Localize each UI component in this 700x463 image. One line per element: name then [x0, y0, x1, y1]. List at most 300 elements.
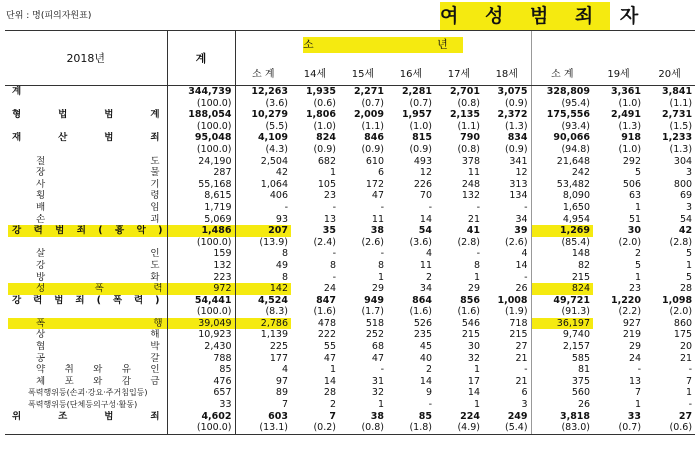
row-label — [5, 341, 167, 353]
table-cell: 1 — [473, 399, 480, 411]
table-cell: 29 — [371, 283, 384, 295]
table-cell: 29 — [467, 283, 480, 295]
table-cell: 1,064 — [235, 179, 291, 191]
table-cell: 1 — [377, 271, 384, 283]
table-cell: 1,139 — [235, 329, 291, 341]
adult-group-header — [531, 31, 695, 60]
table-cell: 2,135 — [449, 109, 480, 121]
row-label — [5, 399, 167, 411]
table-cell: 17 — [467, 375, 480, 387]
table-cell: 2,157 — [531, 341, 593, 353]
table-cell: 215 — [509, 329, 528, 341]
table-cell: 219 — [622, 329, 642, 341]
table-cell: 21,648 — [531, 156, 593, 168]
table-cell: 292 — [622, 155, 642, 167]
table-cell: 223 — [167, 272, 235, 284]
row-label — [5, 329, 167, 341]
table-cell: 406 — [235, 190, 291, 202]
table-cell: (1.0) — [409, 120, 432, 132]
table-cell: (0.2) — [291, 422, 339, 434]
table-cell: 834 — [507, 132, 528, 144]
table-row — [5, 329, 695, 341]
table-cell: 949 — [364, 294, 384, 306]
table-cell: (1.0) — [618, 143, 642, 155]
row-label — [5, 318, 167, 330]
table-cell: - — [380, 201, 384, 213]
table-cell: 82 — [531, 260, 593, 272]
table-cell: 1,650 — [531, 202, 593, 214]
table-cell: 21 — [515, 352, 528, 364]
table-cell: 224 — [460, 410, 480, 422]
table-cell: 132 — [461, 190, 480, 202]
table-cell: 42 — [235, 167, 291, 179]
table-cell: 864 — [412, 294, 432, 306]
table-cell: (0.9) — [505, 143, 528, 155]
table-cell: (1.5) — [669, 120, 693, 132]
table-cell: (1.0) — [313, 120, 336, 132]
table-cell: (100.0) — [167, 237, 235, 249]
table-row — [5, 179, 695, 191]
table-cell: 63 — [628, 190, 642, 202]
table-cell: 4 — [235, 364, 291, 376]
table-cell: 1 — [686, 387, 693, 399]
table-cell: 47 — [323, 352, 336, 364]
row-label — [5, 167, 167, 179]
table-cell: 89 — [235, 387, 291, 399]
table-cell: - — [235, 202, 291, 214]
table-cell: 2 — [329, 399, 336, 411]
table-cell: 70 — [419, 190, 432, 202]
table-cell: 4,109 — [235, 132, 291, 144]
table-cell: - — [428, 201, 432, 213]
table-cell: - — [476, 201, 480, 213]
row-label-text: 장 물 — [36, 167, 160, 179]
table-cell: 54 — [418, 225, 432, 237]
table-cell: 2 — [634, 248, 642, 260]
table-cell: 55 — [323, 341, 336, 353]
table-cell: (0.7) — [361, 97, 384, 109]
table-row — [5, 318, 695, 330]
table-cell: 2 — [425, 364, 432, 376]
table-cell: 5,069 — [167, 214, 235, 226]
table-cell: 8,615 — [167, 190, 235, 202]
table-row — [5, 225, 695, 237]
table-cell: 824 — [316, 132, 336, 144]
table-cell: 856 — [460, 294, 480, 306]
table-cell: 95,048 — [167, 132, 235, 144]
table-cell: (2.8) — [669, 236, 693, 248]
table-cell: 2,731 — [662, 109, 693, 121]
table-row — [5, 341, 695, 353]
row-label-text: 성 폭 력 — [8, 283, 167, 295]
table-cell: 5 — [634, 167, 642, 179]
table-cell: 34 — [515, 213, 528, 225]
table-cell: 526 — [413, 317, 432, 329]
table-cell: 175,556 — [531, 109, 593, 121]
table-cell: 815 — [412, 132, 432, 144]
unit-label: 단위 : 명(피의자원표) — [6, 11, 92, 21]
row-label-text: 사 기 — [36, 178, 160, 190]
row-label — [5, 179, 167, 191]
table-cell: 13 — [628, 375, 642, 387]
table-cell: 344,739 — [167, 86, 235, 98]
row-label-text: 폭력행위등(손괴·강요·주거침입등) — [28, 388, 148, 398]
table-cell: 8 — [235, 248, 291, 260]
table-cell: 304 — [673, 155, 693, 167]
row-label — [5, 295, 167, 307]
table-cell: - — [688, 399, 693, 411]
row-label-text: 계 — [12, 86, 22, 97]
table-cell: 6 — [377, 167, 384, 179]
row-label — [5, 422, 167, 434]
table-cell: 2,786 — [235, 318, 291, 330]
table-cell: 3 — [521, 399, 528, 411]
table-cell: (100.0) — [167, 121, 235, 133]
table-cell: 1,220 — [610, 294, 642, 306]
table-cell: 518 — [365, 317, 384, 329]
row-label-text: 강 력 범 죄 ( 폭 력 ) — [12, 294, 160, 306]
table-row — [5, 376, 695, 388]
table-cell: 493 — [413, 155, 432, 167]
table-cell: 1 — [377, 399, 384, 411]
table-cell: 47 — [371, 190, 384, 202]
table-cell: 4 — [425, 248, 432, 260]
table-cell: (1.1) — [457, 120, 480, 132]
table-cell: 33 — [627, 410, 642, 422]
row-label — [5, 283, 167, 295]
table-cell: 1,008 — [497, 294, 528, 306]
table-cell: (0.8) — [457, 97, 480, 109]
table-cell: 546 — [461, 317, 480, 329]
table-cell: 375 — [531, 376, 593, 388]
row-label — [5, 248, 167, 260]
table-cell: 85 — [418, 410, 432, 422]
row-label-text: 방 화 — [36, 271, 160, 283]
table-cell: 8 — [329, 259, 336, 271]
table-cell: 177 — [235, 353, 291, 365]
sub-header-7: 19세 — [593, 59, 644, 86]
table-cell: 38 — [370, 225, 384, 237]
table-cell: (95.4) — [531, 98, 593, 110]
table-cell: 4,602 — [167, 411, 235, 423]
table-cell: 53,482 — [531, 179, 593, 191]
table-cell: 341 — [509, 155, 528, 167]
table-cell: 55,168 — [167, 179, 235, 191]
table-cell: 26 — [531, 399, 593, 411]
row-label-text: 손 괴 — [36, 213, 160, 225]
table-cell: 5 — [634, 259, 642, 271]
page-title: 여 성 범 죄 자 — [440, 2, 610, 30]
row-label-text: 횡 령 — [36, 190, 160, 202]
table-cell: 800 — [673, 178, 693, 190]
table-cell: 1,935 — [305, 86, 336, 97]
table-cell: 9 — [425, 387, 432, 399]
table-cell: 3,818 — [531, 411, 593, 423]
table-cell: 39 — [514, 225, 528, 237]
table-cell: 21 — [467, 213, 480, 225]
table-cell: (91.3) — [531, 306, 593, 318]
table-cell: - — [637, 364, 642, 376]
row-label — [5, 306, 167, 318]
table-cell: (1.8) — [387, 422, 435, 434]
table-cell: 927 — [622, 317, 642, 329]
table-cell: 24 — [323, 283, 336, 295]
table-cell: 11 — [467, 167, 480, 179]
table-cell: (1.1) — [361, 120, 384, 132]
row-label — [5, 272, 167, 284]
sub-header-1: 14세 — [291, 59, 339, 86]
table-cell: 718 — [509, 317, 528, 329]
row-label-text: 약 취 와 유 인 — [36, 364, 160, 376]
row-label — [5, 214, 167, 226]
table-row — [5, 156, 695, 168]
table-cell: 39,049 — [167, 318, 235, 330]
table-cell: (0.9) — [313, 143, 336, 155]
table-cell: 847 — [316, 294, 336, 306]
total-header: 계 — [167, 31, 235, 86]
table-cell: 603 — [235, 411, 291, 423]
table-cell: 51 — [628, 213, 642, 225]
row-label — [5, 98, 167, 110]
table-cell: 188,054 — [167, 109, 235, 121]
table-cell: (2.2) — [618, 306, 642, 318]
row-label — [5, 260, 167, 272]
table-cell: 2,009 — [353, 109, 384, 121]
table-cell: 24 — [628, 352, 642, 364]
table-cell: 3 — [686, 201, 693, 213]
table-cell: 35 — [322, 225, 336, 237]
row-label — [5, 132, 167, 144]
table-cell: 7 — [686, 375, 693, 387]
sub-header-5: 18세 — [483, 59, 531, 86]
table-cell: 1,098 — [662, 294, 693, 306]
table-cell: 3,841 — [662, 86, 693, 97]
table-cell: (2.0) — [618, 236, 642, 248]
table-row — [5, 132, 695, 144]
table-cell: 1 — [329, 364, 336, 376]
table-cell: 26 — [515, 283, 528, 295]
table-cell: (3.6) — [409, 236, 432, 248]
crime-stats-table — [5, 30, 695, 435]
table-cell: 8,090 — [531, 190, 593, 202]
table-cell: (1.9) — [505, 306, 528, 318]
table-cell: (100.0) — [167, 144, 235, 156]
table-cell: 21 — [679, 352, 693, 364]
table-cell: 14 — [467, 387, 480, 399]
table-cell: 90,066 — [531, 132, 593, 144]
table-cell: 105 — [317, 178, 336, 190]
table-row — [5, 364, 695, 376]
table-cell: 5 — [686, 248, 693, 260]
table-cell: 49 — [235, 260, 291, 272]
table-cell: (1.6) — [457, 306, 480, 318]
sub-header-0: 소 계 — [235, 59, 291, 86]
table-cell: 29 — [628, 341, 642, 353]
row-label-text: 배 임 — [36, 201, 160, 213]
table-row — [5, 306, 695, 318]
table-cell: 142 — [235, 283, 291, 295]
table-cell: 47 — [371, 352, 384, 364]
table-cell: 12,263 — [235, 86, 291, 98]
table-row — [5, 98, 695, 110]
table-cell: 1,233 — [662, 132, 693, 144]
table-cell: (0.7) — [593, 422, 644, 434]
table-cell: - — [380, 364, 384, 376]
table-cell: (100.0) — [167, 422, 235, 434]
table-cell: 28 — [323, 387, 336, 399]
table-cell: 1 — [634, 201, 642, 213]
table-cell: (0.7) — [409, 97, 432, 109]
sub-header-6: 소 계 — [531, 59, 593, 86]
table-cell: 11 — [371, 213, 384, 225]
table-cell: 54,441 — [167, 295, 235, 307]
table-cell: 790 — [460, 132, 480, 144]
table-cell: (1.3) — [618, 120, 642, 132]
table-cell: (5.5) — [235, 121, 291, 133]
table-row — [5, 109, 695, 121]
table-row — [5, 353, 695, 365]
row-label-text: 위 조 범 죄 — [12, 410, 160, 422]
sub-header-2: 15세 — [339, 59, 387, 86]
table-row — [5, 399, 695, 411]
table-cell: 49,721 — [531, 295, 593, 307]
table-cell: (2.6) — [361, 236, 384, 248]
table-cell: 30 — [467, 341, 480, 353]
table-row — [5, 283, 695, 295]
table-cell: 14 — [323, 375, 336, 387]
table-cell: 242 — [531, 167, 593, 179]
table-cell: 148 — [531, 248, 593, 260]
table-cell: 81 — [531, 364, 593, 376]
table-cell: 1 — [686, 259, 693, 271]
table-cell: 560 — [531, 387, 593, 399]
table-cell: (5.4) — [483, 422, 531, 434]
table-cell: (13.1) — [235, 422, 291, 434]
table-cell: 2,372 — [497, 109, 528, 121]
table-row — [5, 144, 695, 156]
table-cell: 13 — [323, 213, 336, 225]
table-cell: (4.9) — [435, 422, 483, 434]
table-cell: (100.0) — [167, 306, 235, 318]
table-cell: 585 — [531, 353, 593, 365]
row-label-text: 상 해 — [36, 329, 160, 341]
table-cell: 476 — [167, 376, 235, 388]
row-label-text: 강 도 — [36, 259, 160, 271]
table-cell: 222 — [317, 329, 336, 341]
table-cell: (85.4) — [531, 237, 593, 249]
row-label — [5, 225, 167, 237]
table-cell: 30 — [627, 225, 642, 237]
table-cell: 132 — [167, 260, 235, 272]
table-cell: 68 — [371, 341, 384, 353]
table-row — [5, 202, 695, 214]
row-label — [5, 86, 167, 98]
table-cell: 69 — [679, 190, 693, 202]
table-cell: - — [524, 201, 528, 213]
table-cell: 34 — [419, 283, 432, 295]
table-cell: 42 — [678, 225, 693, 237]
table-cell: (93.4) — [531, 121, 593, 133]
table-cell: - — [332, 248, 336, 260]
table-cell: 4 — [521, 248, 528, 260]
table-cell: 21 — [515, 375, 528, 387]
table-cell: 2,504 — [235, 156, 291, 168]
table-cell: 328,809 — [531, 86, 593, 98]
table-row — [5, 167, 695, 179]
row-label — [5, 190, 167, 202]
table-cell: 33 — [167, 399, 235, 411]
row-label-text: 공 갈 — [36, 352, 160, 364]
table-cell: 1 — [329, 167, 336, 179]
row-label-text: 절 도 — [36, 155, 160, 167]
table-cell: 4,524 — [235, 295, 291, 307]
table-cell: 2,491 — [610, 109, 642, 121]
table-cell: 12 — [515, 167, 528, 179]
table-cell: 7 — [235, 399, 291, 411]
table-cell: 207 — [235, 225, 291, 237]
table-cell: (0.8) — [339, 422, 387, 434]
table-cell: 846 — [364, 132, 384, 144]
table-row — [5, 86, 695, 98]
table-cell: (100.0) — [167, 98, 235, 110]
table-cell: - — [380, 248, 384, 260]
table-cell: 3 — [686, 167, 693, 179]
table-cell: (94.8) — [531, 144, 593, 156]
juvenile-group-label: 소 년 — [303, 38, 508, 51]
table-cell: (2.0) — [669, 306, 693, 318]
table-cell: 23 — [323, 190, 336, 202]
table-cell: 2,281 — [401, 86, 432, 97]
table-cell: 860 — [673, 317, 693, 329]
table-cell: (1.6) — [313, 306, 336, 318]
table-cell: - — [524, 364, 528, 376]
table-row — [5, 260, 695, 272]
sub-header-4: 17세 — [435, 59, 483, 86]
table-cell: (0.6) — [644, 422, 695, 434]
table-cell: 11 — [419, 259, 432, 271]
table-cell: 1,719 — [167, 202, 235, 214]
table-cell: 506 — [622, 178, 642, 190]
table-cell: 32 — [371, 387, 384, 399]
table-cell: 7 — [329, 410, 336, 422]
row-label — [5, 121, 167, 133]
table-cell: - — [332, 201, 336, 213]
table-cell: 1,486 — [167, 225, 235, 237]
table-cell: 24,190 — [167, 156, 235, 168]
table-cell: 3,361 — [610, 86, 642, 97]
table-cell: 28 — [679, 283, 693, 295]
row-label-text: 폭 행 — [8, 318, 167, 330]
table-cell: 8 — [473, 259, 480, 271]
row-label — [5, 237, 167, 249]
table-cell: 378 — [461, 155, 480, 167]
table-cell: 7 — [634, 387, 642, 399]
table-cell: 249 — [507, 410, 528, 422]
table-cell: 215 — [461, 329, 480, 341]
table-cell: 20 — [679, 341, 693, 353]
table-cell: 54 — [679, 213, 693, 225]
table-cell: 14 — [515, 259, 528, 271]
row-label — [5, 376, 167, 388]
table-cell: 1,269 — [531, 225, 593, 237]
table-cell: 2,430 — [167, 341, 235, 353]
table-cell: 1 — [473, 364, 480, 376]
table-cell: 27 — [678, 410, 693, 422]
table-cell: (1.3) — [669, 143, 693, 155]
row-label — [5, 156, 167, 168]
table-cell: 38 — [370, 410, 384, 422]
row-label — [5, 411, 167, 423]
